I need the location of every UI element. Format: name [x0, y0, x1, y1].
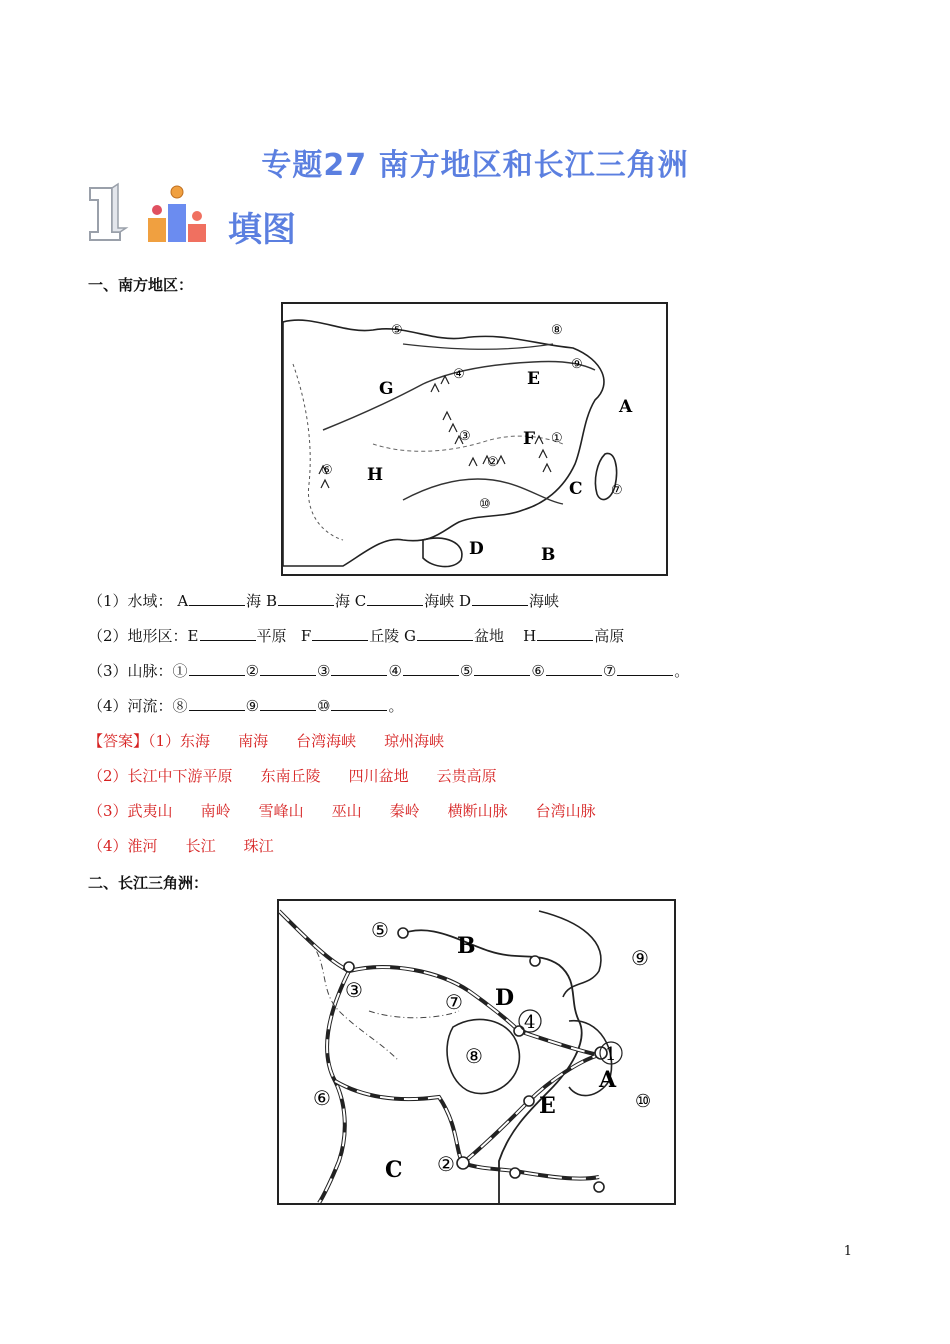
- answer-blank[interactable]: [200, 626, 256, 641]
- answer-blank[interactable]: [331, 696, 387, 711]
- section2-heading: 二、长江三角洲：: [88, 874, 209, 892]
- section1-heading: 一、南方地区：: [88, 276, 194, 294]
- question-3: （3）山脉：① ② ③ ④ ⑤ ⑥ ⑦ 。: [88, 662, 690, 680]
- section-banner: [86, 182, 406, 248]
- answer-blank[interactable]: [417, 626, 473, 641]
- map2-label-1: 1: [605, 1044, 617, 1065]
- answer-1: 【答案】（1）东海 南海 台湾海峡 琼州海峡: [88, 732, 445, 750]
- map2-label-9: ⑨: [631, 946, 649, 970]
- banner-label: 填图: [228, 210, 296, 250]
- answer-blank[interactable]: [617, 661, 673, 676]
- answer-blank[interactable]: [403, 661, 459, 676]
- map1-label-F: F: [523, 429, 536, 449]
- answer-blank[interactable]: [472, 591, 528, 606]
- page-title: 专题27 南方地区和长江三角洲: [261, 148, 689, 183]
- map2-label-E: E: [539, 1093, 556, 1119]
- map2-label-10: ⑩: [635, 1091, 652, 1112]
- map1-label-6: ⑥: [321, 463, 333, 478]
- map1-label-9: ⑨: [571, 357, 583, 372]
- answer-2: （2）长江中下游平原 东南丘陵 四川盆地 云贵高原: [88, 767, 497, 785]
- map2-label-8: ⑧: [465, 1044, 483, 1068]
- podium-icon: [86, 182, 226, 248]
- map1-label-4: ④: [453, 367, 465, 382]
- map1-label-8: ⑧: [551, 323, 563, 338]
- south-region-map: [281, 302, 668, 576]
- map1-label-1: ①: [551, 431, 563, 446]
- answer-blank[interactable]: [189, 661, 245, 676]
- map2-label-3: ③: [345, 978, 363, 1002]
- map1-label-2: ②: [487, 455, 499, 470]
- answer-blank[interactable]: [278, 591, 334, 606]
- answer-4: （4）淮河 长江 珠江: [88, 837, 274, 855]
- map1-label-D: D: [469, 539, 484, 559]
- question-1: （1）水域： A 海 B 海 C 海峡 D 海峡: [88, 592, 560, 610]
- yangtze-delta-map-drawing: [279, 901, 674, 1203]
- answer-blank[interactable]: [367, 591, 423, 606]
- map2-label-B: B: [457, 933, 476, 959]
- south-region-map-drawing: [283, 304, 666, 574]
- map2-label-C: C: [385, 1157, 403, 1183]
- answer-blank[interactable]: [260, 661, 316, 676]
- map1-label-7: ⑦: [611, 483, 623, 498]
- question-2: （2）地形区：E 平原 F 丘陵 G 盆地 H 高原: [88, 627, 625, 645]
- answer-blank[interactable]: [189, 591, 245, 606]
- answer-blank[interactable]: [331, 661, 387, 676]
- answer-blank[interactable]: [537, 626, 593, 641]
- map1-label-G: G: [379, 379, 394, 399]
- answer-blank[interactable]: [189, 696, 245, 711]
- map1-label-A: A: [619, 397, 633, 417]
- answer-blank[interactable]: [546, 661, 602, 676]
- map2-label-5: ⑤: [371, 918, 389, 942]
- answer-3: （3）武夷山 南岭 雪峰山 巫山 秦岭 横断山脉 台湾山脉: [88, 802, 596, 820]
- yangtze-delta-map: [277, 899, 676, 1205]
- question-4: （4）河流：⑧ ⑨ ⑩ 。: [88, 697, 404, 715]
- map2-label-7: ⑦: [445, 990, 463, 1014]
- map2-label-4: 4: [524, 1012, 536, 1033]
- map1-label-5: ⑤: [391, 323, 403, 338]
- map2-label-D: D: [495, 985, 515, 1011]
- map2-label-6: ⑥: [313, 1086, 331, 1110]
- map1-label-H: H: [367, 465, 384, 485]
- map1-label-B: B: [541, 545, 556, 565]
- map1-label-C: C: [569, 479, 583, 499]
- answer-blank[interactable]: [260, 696, 316, 711]
- map1-label-3: ③: [459, 429, 471, 444]
- map2-label-2: ②: [437, 1152, 455, 1176]
- page-number: 1: [843, 1244, 852, 1259]
- answer-blank[interactable]: [312, 626, 368, 641]
- map2-label-A: A: [599, 1067, 617, 1093]
- map1-label-E: E: [527, 369, 540, 389]
- map1-label-10: ⑩: [479, 497, 491, 512]
- answer-blank[interactable]: [474, 661, 530, 676]
